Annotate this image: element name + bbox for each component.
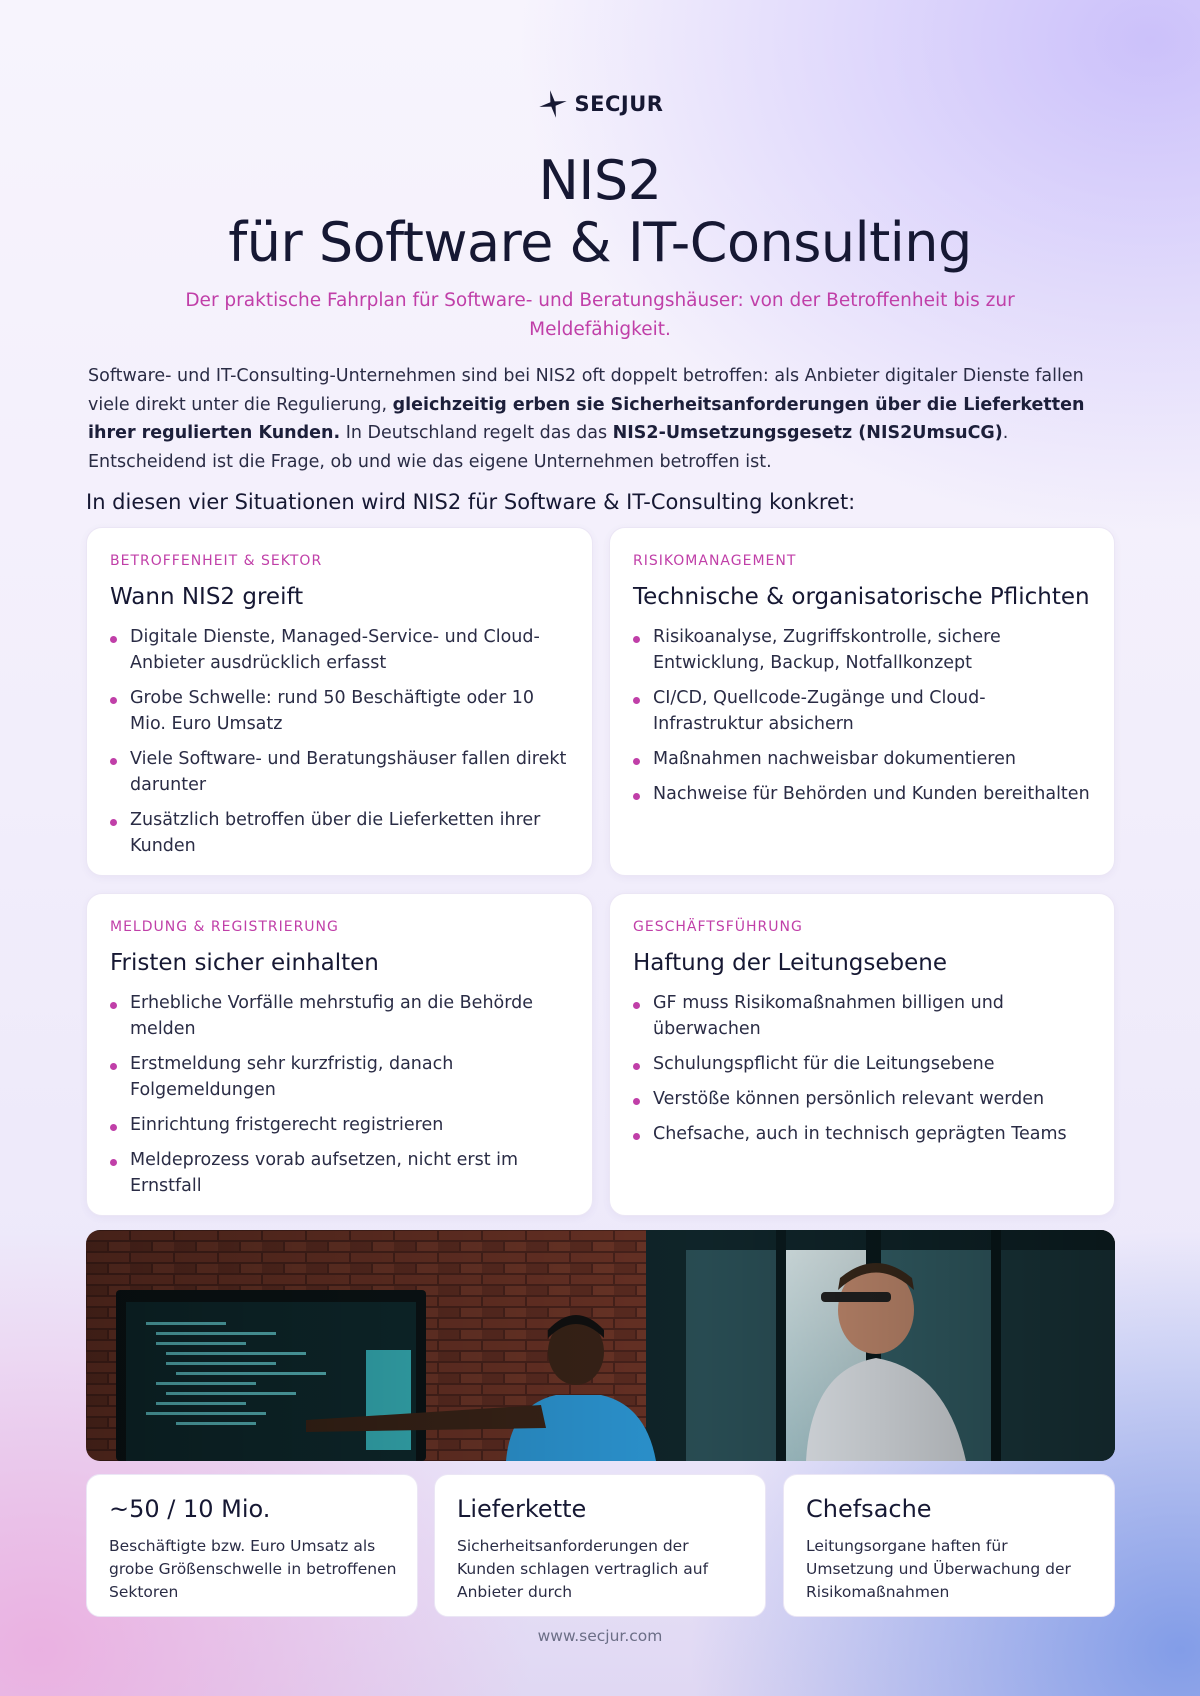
- card-list: [110, 624, 570, 859]
- logo-text: SECJUR: [574, 92, 664, 116]
- list-item: Meldeprozess vorab aufsetzen, nicht erst im Ernstfall: [110, 1147, 570, 1199]
- intro-text-3: . Entscheidend ist die Frage, ob und wie das eigene Unternehmen betroffen ist.: [88, 423, 1009, 472]
- list-item: Nachweise für Behörden und Kunden bereithalten: [633, 781, 1092, 807]
- stat-card-schwelle: [86, 1474, 418, 1617]
- stat-card-lieferkette: [434, 1474, 766, 1617]
- section-heading: In diesen vier Situationen wird NIS2 für Software & IT-Consulting konkret:: [86, 490, 856, 514]
- intro-bold-2: NIS2-Umsetzungsgesetz (NIS2UmsuCG): [612, 423, 1003, 443]
- stat-title: ~50 / 10 Mio.: [109, 1495, 271, 1523]
- page-subtitle: Der praktische Fahrplan für Software- und Beratungshäuser: von der Betroffenheit bis zur Meldefähigkeit.: [185, 290, 1015, 340]
- card-list: [110, 990, 570, 1199]
- photo-illustration: [86, 1230, 1115, 1461]
- list-item: Maßnahmen nachweisbar dokumentieren: [633, 746, 1092, 772]
- card-title: Haftung der Leitungsebene: [633, 950, 948, 976]
- list-item: Schulungspflicht für die Leitungsebene: [633, 1051, 1092, 1077]
- card-list: [633, 990, 1092, 1147]
- stat-card-chefsache: [783, 1474, 1115, 1617]
- card-kicker: RISIKOMANAGEMENT: [633, 553, 797, 569]
- title-line-1: NIS2: [538, 149, 662, 212]
- intro-bold-1: gleichzeitig erben sie Sicherheitsanforderungen über die Lieferketten ihrer regulierten Kunden.: [88, 394, 1085, 443]
- list-item: Erhebliche Vorfälle mehrstufig an die Behörde melden: [110, 990, 570, 1042]
- list-item: Verstöße können persönlich relevant werden: [633, 1086, 1092, 1112]
- card-kicker: MELDUNG & REGISTRIERUNG: [110, 919, 339, 935]
- card-geschaeftsfuehrung: [609, 893, 1115, 1216]
- footer-link[interactable]: www.secjur.com: [537, 1627, 663, 1645]
- intro-paragraph: [88, 362, 1118, 476]
- stat-title: Chefsache: [806, 1495, 932, 1523]
- list-item: CI/CD, Quellcode-Zugänge und Cloud-Infrastruktur absichern: [633, 685, 1092, 737]
- stat-text: Sicherheitsanforderungen der Kunden schlagen vertraglich auf Anbieter durch: [457, 1537, 709, 1601]
- list-item: Erstmeldung sehr kurzfristig, danach Folgemeldungen: [110, 1051, 570, 1103]
- hero-photo: [86, 1230, 1115, 1461]
- page-title: [0, 150, 1200, 274]
- four-point-star-icon: [537, 88, 569, 120]
- list-item: Einrichtung fristgerecht registrieren: [110, 1112, 570, 1138]
- stat-title: Lieferkette: [457, 1495, 587, 1523]
- card-risikomanagement: [609, 527, 1115, 876]
- stat-text: Leitungsorgane haften für Umsetzung und Überwachung der Risikomaßnahmen: [806, 1537, 1071, 1601]
- list-item: Grobe Schwelle: rund 50 Beschäftigte oder 10 Mio. Euro Umsatz: [110, 685, 570, 737]
- title-line-2: für Software & IT-Consulting: [228, 211, 972, 274]
- card-title: Wann NIS2 greift: [110, 584, 304, 610]
- intro-text-2: In Deutschland regelt das das: [340, 423, 613, 443]
- list-item: Digitale Dienste, Managed-Service- und Cloud-Anbieter ausdrücklich erfasst: [110, 624, 570, 676]
- intro-text-1: Software- und IT-Consulting-Unternehmen sind bei NIS2 oft doppelt betroffen: als Anbieter digitaler Dienste fallen viele direkt unter die Regulierung,: [88, 366, 1084, 415]
- card-betroffenheit: [86, 527, 593, 876]
- card-list: [633, 624, 1092, 807]
- card-title: Fristen sicher einhalten: [110, 950, 379, 976]
- list-item: Chefsache, auch in technisch geprägten Teams: [633, 1121, 1092, 1147]
- card-title: Technische & organisatorische Pflichten: [633, 584, 1090, 610]
- stat-text: Beschäftigte bzw. Euro Umsatz als grobe Größenschwelle in betroffenen Sektoren: [109, 1537, 397, 1601]
- list-item: GF muss Risikomaßnahmen billigen und überwachen: [633, 990, 1092, 1042]
- list-item: Zusätzlich betroffen über die Lieferketten ihrer Kunden: [110, 807, 570, 859]
- brand-logo[interactable]: [0, 88, 1200, 120]
- list-item: Viele Software- und Beratungshäuser fallen direkt darunter: [110, 746, 570, 798]
- card-kicker: GESCHÄFTSFÜHRUNG: [633, 919, 803, 935]
- list-item: Risikoanalyse, Zugriffskontrolle, sichere Entwicklung, Backup, Notfallkonzept: [633, 624, 1092, 676]
- card-meldung: [86, 893, 593, 1216]
- card-kicker: BETROFFENHEIT & SEKTOR: [110, 553, 323, 569]
